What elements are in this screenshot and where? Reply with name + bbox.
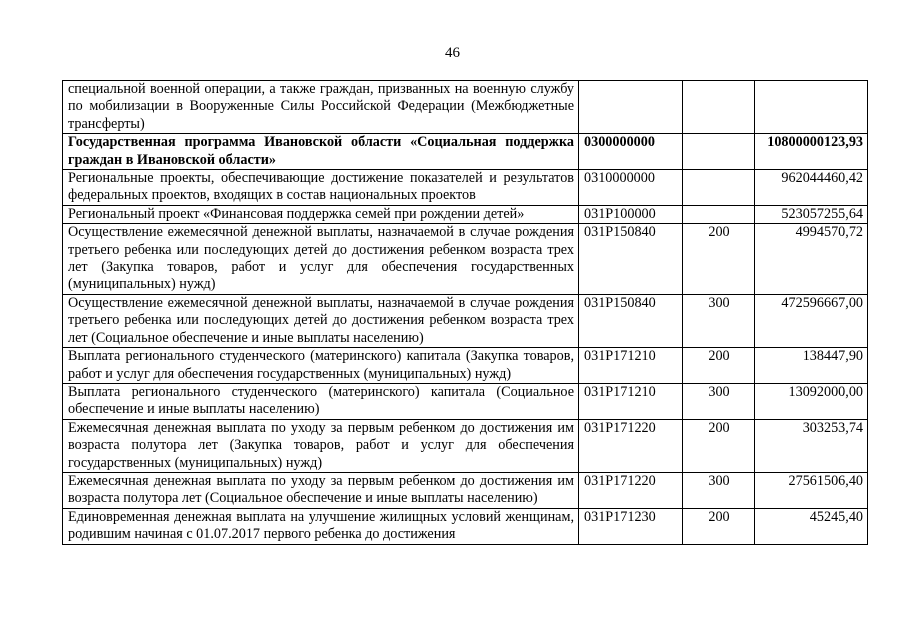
row-code-cell: 031Р171210 — [579, 348, 683, 384]
row-code-cell: 031Р100000 — [579, 205, 683, 223]
table-row — [63, 294, 868, 347]
table-row — [63, 205, 868, 223]
row-type-cell: 300 — [683, 383, 755, 419]
row-name-cell: Осуществление ежемесячной денежной выплаты, назначаемой в случае рождения третьего ребенка или последующих детей до достижения ребенком возраста трех лет (Закупка товаров, работ и услуг для обеспечения государственных (муниципальных) нужд) — [63, 224, 579, 295]
row-amount-cell: 523057255,64 — [755, 205, 868, 223]
row-type-cell: 200 — [683, 348, 755, 384]
table-row — [63, 348, 868, 384]
row-amount-cell: 4994570,72 — [755, 224, 868, 295]
row-amount-cell: 13092000,00 — [755, 383, 868, 419]
row-amount-cell: 303253,74 — [755, 419, 868, 472]
row-code-cell — [579, 81, 683, 134]
row-type-cell: 200 — [683, 508, 755, 544]
row-name-cell: Региональный проект «Финансовая поддержка семей при рождении детей» — [63, 205, 579, 223]
table-row — [63, 419, 868, 472]
row-name-cell: Выплата регионального студенческого (материнского) капитала (Закупка товаров, работ и услуг для обеспечения государственных (муниципальных) нужд) — [63, 348, 579, 384]
table-row — [63, 383, 868, 419]
page-number: 46 — [445, 45, 460, 61]
row-code-cell: 031Р150840 — [579, 224, 683, 295]
row-code-cell: 031Р171210 — [579, 383, 683, 419]
row-amount-cell: 10800000123,93 — [755, 134, 868, 170]
row-name-cell: Выплата регионального студенческого (материнского) капитала (Социальное обеспечение и иные выплаты населению) — [63, 383, 579, 419]
row-code-cell: 0300000000 — [579, 134, 683, 170]
row-type-cell: 300 — [683, 472, 755, 508]
table-row — [63, 472, 868, 508]
table-row — [63, 134, 868, 170]
table-row — [63, 81, 868, 134]
row-name-cell: Региональные проекты, обеспечивающие достижение показателей и результатов федеральных проектов, входящих в состав национальных проектов — [63, 170, 579, 206]
row-name-cell: Ежемесячная денежная выплата по уходу за первым ребенком до достижения им возраста полутора лет (Закупка товаров, работ и услуг для обеспечения государственных (муниципальных) нужд) — [63, 419, 579, 472]
row-type-cell — [683, 81, 755, 134]
row-amount-cell — [755, 81, 868, 134]
row-name-cell: Единовременная денежная выплата на улучшение жилищных условий женщинам, родившим начиная с 01.07.2017 первого ребенка до достижения — [63, 508, 579, 544]
row-code-cell: 0310000000 — [579, 170, 683, 206]
row-code-cell: 031Р171230 — [579, 508, 683, 544]
table-row — [63, 508, 868, 544]
row-type-cell: 200 — [683, 224, 755, 295]
table-row — [63, 224, 868, 295]
row-amount-cell: 138447,90 — [755, 348, 868, 384]
row-amount-cell: 472596667,00 — [755, 294, 868, 347]
row-type-cell — [683, 170, 755, 206]
row-name-cell: Государственная программа Ивановской области «Социальная поддержка граждан в Ивановской области» — [63, 134, 579, 170]
row-name-cell: Ежемесячная денежная выплата по уходу за первым ребенком до достижения им возраста полутора лет (Социальное обеспечение и иные выплаты населению) — [63, 472, 579, 508]
row-amount-cell: 27561506,40 — [755, 472, 868, 508]
row-type-cell — [683, 205, 755, 223]
budget-table — [62, 80, 868, 545]
table-row — [63, 170, 868, 206]
row-name-cell: Осуществление ежемесячной денежной выплаты, назначаемой в случае рождения третьего ребенка или последующих детей до достижения ребенком возраста трех лет (Социальное обеспечение и иные выплаты населению) — [63, 294, 579, 347]
row-amount-cell: 45245,40 — [755, 508, 868, 544]
row-name-cell: специальной военной операции, а также граждан, призванных на военную службу по мобилизации в Вооруженные Силы Российской Федерации (Межбюджетные трансферты) — [63, 81, 579, 134]
row-code-cell: 031Р171220 — [579, 419, 683, 472]
budget-table-body — [63, 81, 868, 545]
row-type-cell: 300 — [683, 294, 755, 347]
row-type-cell — [683, 134, 755, 170]
row-type-cell: 200 — [683, 419, 755, 472]
row-code-cell: 031Р150840 — [579, 294, 683, 347]
row-code-cell: 031Р171220 — [579, 472, 683, 508]
row-amount-cell: 962044460,42 — [755, 170, 868, 206]
